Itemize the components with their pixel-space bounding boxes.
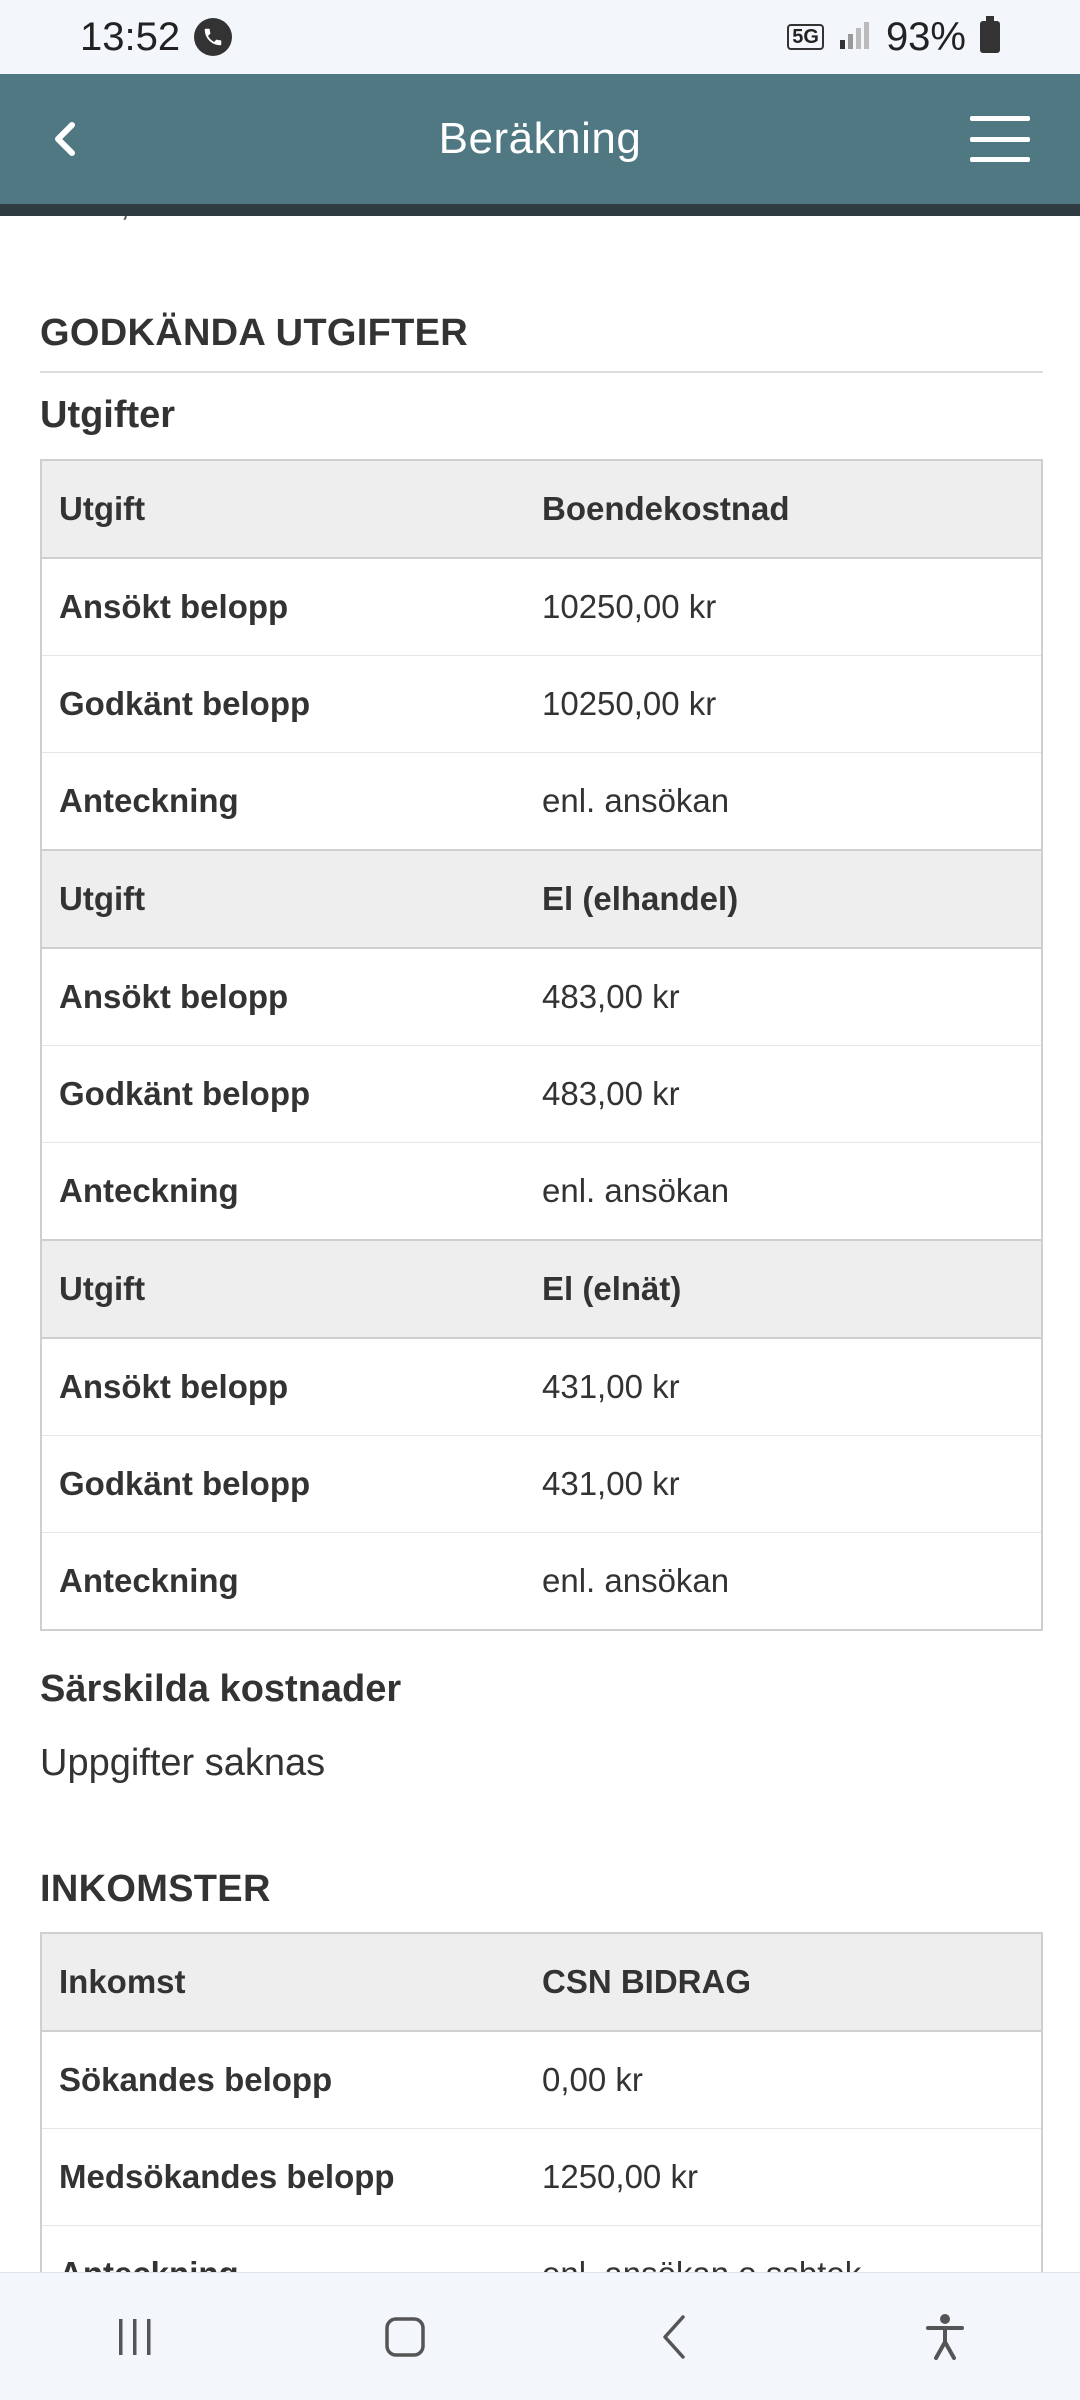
special-costs-text: Uppgifter saknas: [40, 1742, 326, 1784]
expense-type-value: Boendekostnad: [525, 460, 1042, 558]
expense-type-value: El (elhandel): [525, 850, 1042, 948]
income-type-label: Inkomst: [41, 1933, 525, 2031]
row-label: Godkänt belopp: [41, 1435, 525, 1533]
row-value: 1250,00 kr: [525, 2128, 1042, 2226]
table-row: [41, 948, 1042, 1046]
row-label: Medsökandes belopp: [41, 2128, 525, 2226]
recents-icon: [113, 2315, 157, 2359]
table-row: [41, 753, 1042, 851]
expense-type-label: Utgift: [41, 1240, 525, 1338]
phone-call-icon: [194, 18, 232, 56]
table-row: [41, 1045, 1042, 1143]
page-title: Beräkning: [438, 114, 642, 163]
table-row: [41, 1338, 1042, 1436]
row-label: Godkänt belopp: [41, 655, 525, 753]
expenses-section-title: GODKÄNDA UTGIFTER: [40, 312, 468, 354]
back-button[interactable]: [40, 112, 90, 166]
special-costs-title: Särskilda kostnader: [40, 1668, 402, 1710]
status-bar-right: [787, 15, 1000, 60]
income-type-value: CSN BIDRAG: [525, 1933, 1042, 2031]
system-back-button[interactable]: [615, 2292, 735, 2382]
row-value: 10250,00 kr: [525, 558, 1042, 656]
row-label: Ansökt belopp: [41, 1338, 525, 1436]
row-label: Ansökt belopp: [41, 558, 525, 656]
row-label: Sökandes belopp: [41, 2031, 525, 2129]
status-bar: [0, 0, 1080, 74]
table-row: [41, 1533, 1042, 1631]
income-section-title: INKOMSTER: [40, 1868, 271, 1910]
row-value: enl. ansökan: [525, 753, 1042, 851]
expenses-table: [40, 459, 1043, 1631]
recents-button[interactable]: [75, 2292, 195, 2382]
expense-type-label: Utgift: [41, 460, 525, 558]
row-value: 483,00 kr: [525, 1045, 1042, 1143]
row-label: Godkänt belopp: [41, 1045, 525, 1143]
signal-icon: [838, 15, 872, 60]
table-row: [41, 1435, 1042, 1533]
row-value: 10250,00 kr: [525, 655, 1042, 753]
table-header-row: [41, 1240, 1042, 1338]
row-value: 431,00 kr: [525, 1435, 1042, 1533]
accessibility-button[interactable]: [885, 2292, 1005, 2382]
table-header-row: [41, 850, 1042, 948]
table-row: [41, 655, 1042, 753]
back-icon: [657, 2313, 693, 2361]
app-bar-shadow: [0, 204, 1080, 216]
row-label: Anteckning: [41, 1533, 525, 1631]
table-row: [41, 1143, 1042, 1241]
home-button[interactable]: [345, 2292, 465, 2382]
chevron-left-icon: [50, 119, 80, 159]
section-divider: [40, 371, 1043, 373]
expenses-subtitle: Utgifter: [40, 394, 176, 436]
scroll-content[interactable]: [0, 216, 1080, 2272]
table-row: [41, 2128, 1042, 2226]
row-value: 431,00 kr: [525, 1338, 1042, 1436]
table-row: [41, 2031, 1042, 2129]
table-row: [41, 558, 1042, 656]
income-table: [40, 1932, 1043, 2324]
menu-button[interactable]: [970, 116, 1030, 162]
row-label: Anteckning: [41, 753, 525, 851]
row-value: enl. ansökan: [525, 1533, 1042, 1631]
expense-type-value: El (elnät): [525, 1240, 1042, 1338]
network-type: 5G: [787, 24, 824, 50]
app-bar: [0, 74, 1080, 204]
row-label: Anteckning: [41, 1143, 525, 1241]
row-value: enl. ansökan: [525, 1143, 1042, 1241]
status-bar-left: [80, 15, 232, 60]
status-time: 13:52: [80, 14, 181, 59]
system-nav-bar: [0, 2272, 1080, 2400]
row-value: 0,00 kr: [525, 2031, 1042, 2129]
battery-icon: [980, 21, 1000, 53]
home-icon: [383, 2315, 427, 2359]
hamburger-menu-icon: [970, 116, 1030, 121]
battery-percent: 93%: [885, 14, 966, 59]
row-value: 483,00 kr: [525, 948, 1042, 1046]
accessibility-icon: [923, 2312, 967, 2362]
expense-type-label: Utgift: [41, 850, 525, 948]
table-header-row: [41, 1933, 1042, 2031]
table-header-row: [41, 460, 1042, 558]
row-label: Ansökt belopp: [41, 948, 525, 1046]
